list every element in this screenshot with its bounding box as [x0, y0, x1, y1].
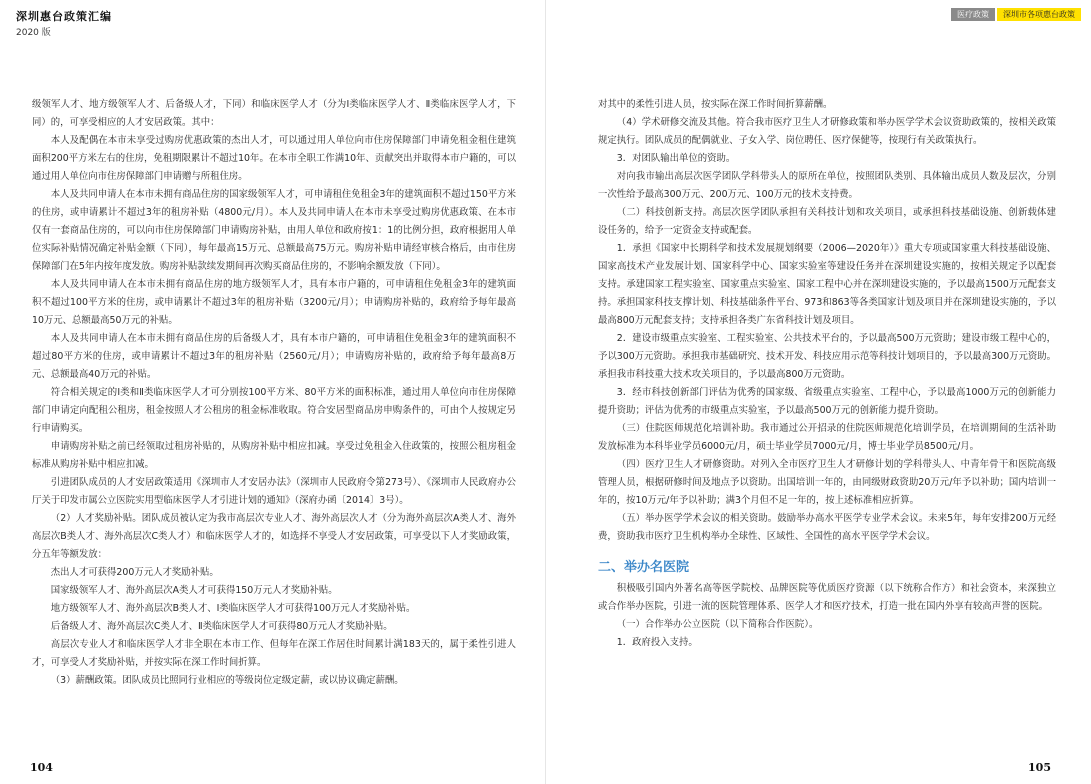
paragraph: （2）人才奖励补贴。团队成员被认定为我市高层次专业人才、海外高层次人才（分为海外高层次A类人才、海外高层次B类人才、海外高层次C类人才）和临床医学人才的，如选择不享受人才安居政策，可享受以下人才奖励政策，分五年等额发放： — [32, 513, 516, 560]
right-page — [546, 0, 1091, 784]
paragraph: 对其中的柔性引进人员，按实际在深工作时间折算薪酬。 — [598, 99, 833, 110]
book-year: 2020 版 — [16, 28, 51, 38]
paragraph: 引进团队成员的人才安居政策适用《深圳市人才安居办法》（深圳市人民政府令第273号）、《深圳市人民政府办公厅关于印发市属公立医院实用型临床医学人才引进计划的通知》（深府办函〔2014〕3号）。 — [32, 477, 516, 506]
paragraph: 符合相关规定的Ⅰ类和Ⅱ类临床医学人才可分别按100平方米、80平方米的面积标准，通过用人单位向市住房保障部门申请定向配租公租房，租金按照人才公租房的租金标准收取。符合安居型商品房申购条件的，可由个人按规定另行申请购买。 — [32, 387, 516, 434]
category-tag: 医疗政策 — [951, 8, 995, 21]
paragraph: 3．经市科技创新部门评估为优秀的国家级、省级重点实验室、工程中心，予以最高1000万元的创新能力提升资助；评估为优秀的市级重点实验室，予以最高500万元的创新能力提升资助。 — [598, 387, 1056, 416]
paragraph: （一）合作举办公立医院（以下简称合作医院）。 — [616, 619, 819, 630]
paragraph: （二）科技创新支持。高层次医学团队承担有关科技计划和攻关项目，或承担科技基础设施、创新载体建设任务的，给予一定资金支持或配套。 — [598, 207, 1056, 236]
paragraph: （五）举办医学学术会议的相关资助。鼓励举办高水平医学专业学术会议。未来5年，每年安排200万元经费，资助我市医疗卫生机构举办全球性、区域性、全国性的高水平医学学术会议。 — [598, 513, 1056, 542]
paragraph: 本人及共同申请人在本市未拥有商品住房的后备级人才，具有本市户籍的，可申请租住免租金3年的建筑面积不超过80平方米的住房，或申请累计不超过3年的租房补贴（2560元/月）；申请购房补贴的，政府给予每年最高8万元、总额最高40万元的补贴。 — [32, 333, 516, 380]
paragraph: 1．政府投入支持。 — [616, 637, 698, 648]
paragraph: 地方级领军人才、海外高层次B类人才、Ⅰ类临床医学人才可获得100万元人才奖励补贴。 — [50, 603, 416, 614]
paragraph: 3．对团队输出单位的资助。 — [616, 153, 736, 164]
section-tags — [951, 8, 1081, 21]
paragraph: 杰出人才可获得200万元人才奖励补贴。 — [50, 567, 219, 578]
paragraph: 级领军人才、地方级领军人才、后备级人才，下同）和临床医学人才（分为Ⅰ类临床医学人才、Ⅱ类临床医学人才，下同）的，可享受相应的人才安居政策。其中： — [32, 99, 516, 128]
paragraph: 对向我市输出高层次医学团队学科带头人的原所在单位，按照团队类别、具体输出成员人数及层次，分别一次性给予最高300万元、200万元、100万元的技术支持费。 — [598, 171, 1056, 200]
page-number: 105 — [1028, 761, 1051, 774]
paragraph: 1．承担《国家中长期科学和技术发展规划纲要（2006—2020年）》重大专项或国家重大科技基础设施、国家高技术产业发展计划、国家科学中心、国家实验室等建设任务并在深圳建设实施的，按相关规定予以配套支持。承建国家工程实验室、国家重点实验室、国家工程中心并在深圳建设实施的，予以最高1500万元配套支持。承担国家科技支撑计划、科技基础条件平台、973和863等各类国家计划及项目并在深圳建设实施的，予以最高800万元配套支持；支持承担各类广东省科技计划及项目。 — [598, 243, 1056, 326]
paragraph: （四）医疗卫生人才研修资助。对列入全市医疗卫生人才研修计划的学科带头人、中青年骨干和医院高级管理人员，根据研修时间及地点予以资助。出国培训一年的，由同级财政资助20万元/年予以补助；国内培训一年的，按10万元/年予以补助；满3个月但不足一年的，按上述标准相应折算。 — [598, 459, 1056, 506]
paragraph: 本人及共同申请人在本市未拥有商品住房的地方级领军人才，具有本市户籍的，可申请租住免租金3年的建筑面积不超过100平方米的住房，或申请累计不超过3年的租房补贴（3200元/月）；申请购房补贴的，政府给予每年最高10万元、总额最高50万元的补贴。 — [32, 279, 516, 326]
paragraph: （三）住院医师规范化培训补助。我市通过公开招录的住院医师规范化培训学员，在培训期间的生活补助发放标准为本科毕业学员6000元/月，硕士毕业学员7000元/月，博士毕业学员8500元/月。 — [598, 423, 1056, 452]
paragraph: 高层次专业人才和临床医学人才非全职在本市工作、但每年在深工作居住时间累计满183天的，属于柔性引进人才，可享受人才奖励补贴，并按实际在深工作时间折算。 — [32, 639, 516, 668]
paragraph: 本人及共同申请人在本市未拥有商品住房的国家级领军人才，可申请租住免租金3年的建筑面积不超过150平方米的住房，或申请累计不超过3年的租房补贴（4800元/月）。本人及共同申请人在本市未享受过购房优惠政策、在本市仅有一套商品住房的，可以向市住房保障部门申请购房补贴，由用人单位和政府按1：1的比例分担，政府根据用人单位实际补贴情况确定补贴金额（下同），每年最高15万元、总额最高75万元。购房补贴申请经审核合格后，由市住房保障部门在5年内按年度发放。购房补贴款续发期间再次购买商品住房的，不影响余额发放（下同）。 — [32, 189, 516, 272]
paragraph: 本人及配偶在本市未享受过购房优惠政策的杰出人才，可以通过用人单位向市住房保障部门申请免租金租住建筑面积200平方米左右的住房，免租期限累计不超过10年。在本市全职工作满10年、贡献突出并取得本市户籍的，可以通过用人单位向市住房保障部门申请赠与所租住房。 — [32, 135, 516, 182]
paragraph: 申请购房补贴之前已经领取过租房补贴的，从购房补贴中相应扣减。享受过免租金入住政策的，按照公租房租金标准从购房补贴中相应扣减。 — [32, 441, 516, 470]
left-text-column — [32, 96, 516, 690]
paragraph: 国家级领军人才、海外高层次A类人才可获得150万元人才奖励补贴。 — [50, 585, 338, 596]
section-heading: 二、举办名医院 — [598, 560, 690, 575]
paragraph: 2．建设市级重点实验室、工程实验室、公共技术平台的，予以最高500万元资助；建设市级工程中心的，予以300万元资助。承担我市基础研究、技术开发、科技应用示范等科技计划项目的，予以最高300万元资助。承担我市科技重大技术攻关项目的，予以最高800万元资助。 — [598, 333, 1056, 380]
paragraph: （4）学术研修交流及其他。符合我市医疗卫生人才研修政策和举办医学学术会议资助政策的，按相关政策规定执行。团队成员的配偶就业、子女入学、岗位聘任、医疗保健等，按现行有关政策执行。 — [598, 117, 1056, 146]
paragraph: 积极吸引国内外著名高等医学院校、品牌医院等优质医疗资源（以下统称合作方）和社会资本，来深独立或合作举办医院，引进一流的医院管理体系、医学人才和医疗技术，打造一批在国内外享有较高声誉的医院。 — [598, 583, 1056, 612]
book-header — [16, 8, 112, 38]
book-title: 深圳惠台政策汇编 — [16, 10, 112, 23]
paragraph: 后备级人才、海外高层次C类人才、Ⅱ类临床医学人才可获得80万元人才奖励补贴。 — [50, 621, 393, 632]
right-text-column — [598, 96, 1056, 652]
page-number: 104 — [30, 761, 53, 774]
section-tag: 深圳市各项惠台政策 — [997, 8, 1081, 21]
paragraph: （3）薪酬政策。团队成员比照同行业相应的等级岗位定级定薪，或以协议确定薪酬。 — [50, 675, 404, 686]
left-page — [0, 0, 545, 784]
